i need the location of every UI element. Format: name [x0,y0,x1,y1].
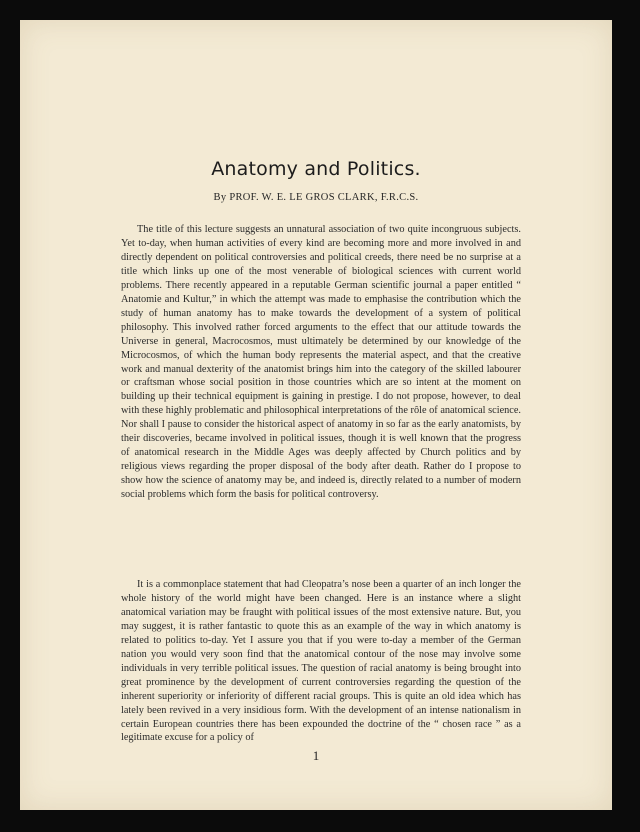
body-paragraph-1: The title of this lecture suggests an unnatural association of two quite incongruous subjects. Yet to-day, when human activities of every kind are becoming more and more involved in and directly dependent on political controversies and political creeds, there need be no surprise at a title which links up one of the most venerable of biological sciences with current world problems. There recently appeared in a reputable German scientific journal a paper entitled “ Anatomie and Kultur,” in which the attempt was made to emphasise the contribution which the study of human anatomy has to make towards the development of a system of political philosophy. This involved rather forced arguments to the effect that our attitude towards the Universe in general, Macrocosmos, must ultimately be determined by our knowledge of the Microcosmos, of which the human body represents the material aspect, and that the creative work and manual dexterity of the anatomist brings him into the category of the skilled labourer or craftsman whose social position in those countries which are so intent at the moment on building up their technical equipment is gaining in prestige. I do not propose, however, to deal with these highly problematic and philosophical interpretations of the rôle of anatomical science. Nor shall I pause to consider the historical aspect of anatomy in so far as the early anatomists, by their discoveries, became involved in political issues, though it is well known that the progress of anatomical research in the Middle Ages was deeply affected by Church politics and by religious views regarding the proper disposal of the body after death. Rather do I propose to show how the science of anatomy may be, and indeed is, directly related to a number of modern social problems which form the basis for political controversy. [121,224,521,501]
document-page [20,20,612,810]
article-title: Anatomy and Politics. [211,158,421,180]
page-number: 1 [312,748,320,763]
body-paragraph-2: It is a commonplace statement that had Cleopatra’s nose been a quarter of an inch longer the whole history of the world might have been changed. Here is an instance where a slight anatomical variation may be fraught with political issues of the most extensive nature. But, you may suggest, it is rather fantastic to quote this as an example of the way in which anatomy is related to politics to-day. Yet I assure you that if you were to-day a member of the German nation you would very soon find that the anatomical contour of the nose may involve some individuals in very terrible political issues. The question of racial anatomy is being brought into great prominence by the development of current controversies regarding the question of the inherent superiority or inferiority of different racial groups. This is quite an old idea which has lately been revived in a very insidious form. With the development of an intense nationalism in certain European countries there has been expounded the doctrine of the “ chosen race ” as a legitimate excuse for a policy of [121,579,521,744]
author-byline: By PROF. W. E. LE GROS CLARK, F.R.C.S. [213,192,419,203]
